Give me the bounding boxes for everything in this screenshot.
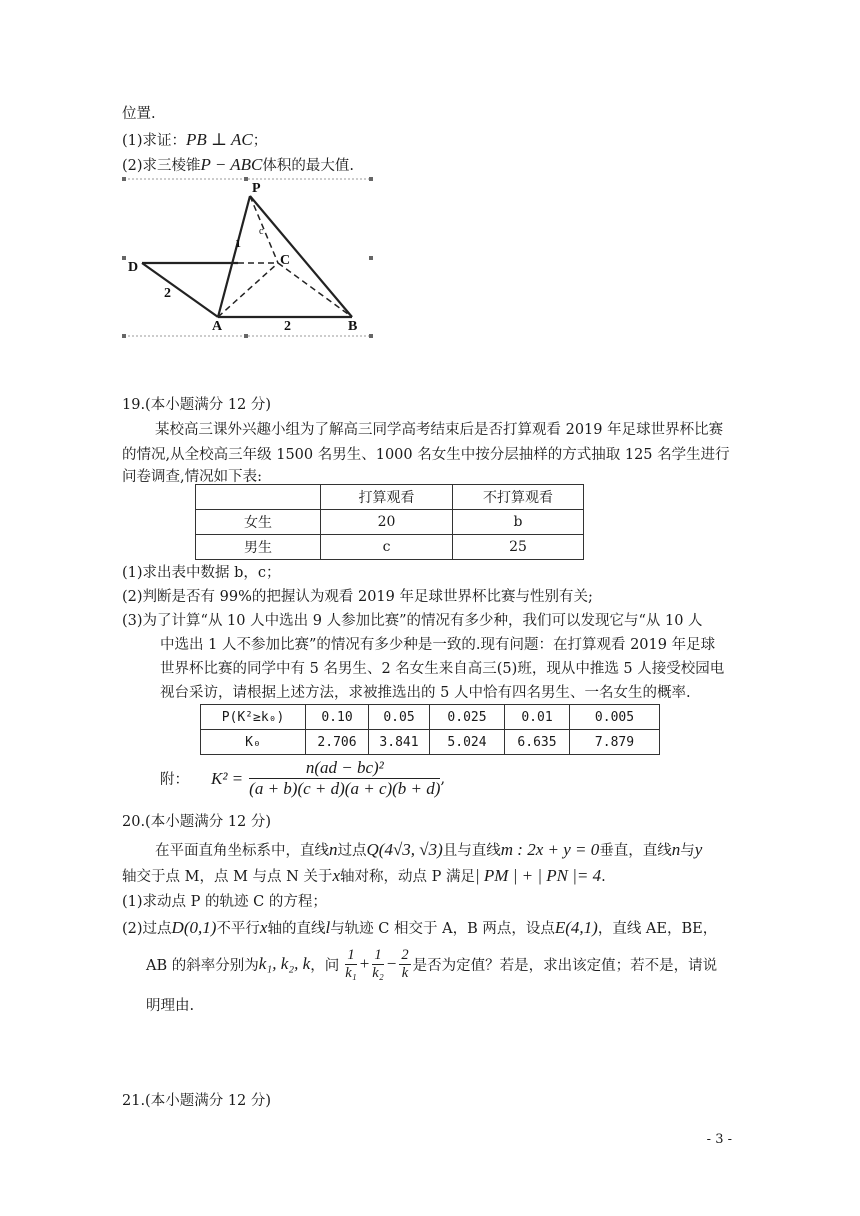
question-part-1: (1)求证：PB ⊥ AC； xyxy=(122,130,268,149)
q19-paragraph: 的情况,从全校高三年级 1500 名男生、1000 名女生中按分层抽样的方式抽取 125 名学生进行 xyxy=(122,447,730,463)
q20-sub-2-cont: AB 的斜率分别为 k₁, k₂, k ，问 $\frac{1}{\text{k₁}}$ + $\frac{1}{\text{k₂}}$ − $\frac{2}{k}$ 是否为定值？若是，求出该定值；若不是，请说 xyxy=(146,946,718,981)
q19-paragraph: 问卷调查,情况如下表: xyxy=(122,469,262,485)
q20-header: 20.(本小题满分 12 分) xyxy=(122,814,272,830)
chi-square-formula: 附： K² = $\frac{\text{n(ad − bc)²}}{(a + b)(c + d)(a + c)(b + d)}$ , xyxy=(160,758,446,798)
q20-paragraph: 在平面直角坐标系中，直线n过点Q(4√3, √3)且与直线m : 2x + y = 0垂直，直线n与y xyxy=(155,840,703,859)
edge-label-pc: c xyxy=(259,226,264,237)
text-line: 位置. xyxy=(122,106,156,122)
q19-sub-3: 世界杯比赛的同学中有 5 名男生、2 名女生来自高三(5)班，现从中推选 5 人接受校园电 xyxy=(160,661,725,677)
page-number: - 3 - xyxy=(706,1132,732,1147)
q19-sub-2: (2)判断是否有 99%的把握认为观看 2019 年足球世界杯比赛与性别有关; xyxy=(122,589,593,605)
q21-header: 21.(本小题满分 12 分) xyxy=(122,1093,272,1109)
table-row: P(K²≥k₀) 0.10 0.05 0.025 0.01 0.005 xyxy=(201,705,660,730)
edge-label-ab: 2 xyxy=(284,319,291,334)
critical-value-table xyxy=(200,704,660,755)
q19-sub-3: 视台采访，请根据上述方法，求被推选出的 5 人中恰有四名男生、一名女生的概率. xyxy=(160,685,691,701)
fraction: $\frac{2}{k}$ xyxy=(401,946,409,981)
pyramid-figure xyxy=(120,174,376,340)
q19-sub-1: (1)求出表中数据 b，c； xyxy=(122,565,281,581)
edge-label-ap: 1 xyxy=(235,236,241,250)
table-row: K₀ 2.706 3.841 5.024 6.635 7.879 xyxy=(201,730,660,755)
table-header-cell: 打算观看 xyxy=(321,485,453,510)
formula-fraction: $\frac{\text{n(ad − bc)²}}{(a + b)(c + d)(a + c)(b + d)}$ xyxy=(249,758,441,798)
vertex-label-b: B xyxy=(348,319,358,334)
vertex-label-c: C xyxy=(280,253,291,268)
question-part-2: (2)求三棱锥P − ABC体积的最大值. xyxy=(122,155,355,174)
q19-sub-3: (3)为了计算“从 10 人中选出 9 人参加比赛”的情况有多少种，我们可以发现它与“从 10 人 xyxy=(122,613,703,629)
q20-sub-2: (2)过点D(0,1)不平行x轴的直线l与轨迹 C 相交于 A，B 两点，设点E(4,1)，直线 AE，BE， xyxy=(122,918,718,937)
table-row: 女生 20 b xyxy=(196,510,584,535)
fraction: $\frac{1}{\text{k₁}}$ xyxy=(345,946,357,981)
table-header-cell xyxy=(196,485,321,510)
fraction: $\frac{1}{\text{k₂}}$ xyxy=(372,946,384,981)
vertex-label-a: A xyxy=(212,319,223,334)
q20-sub-2-end: 明理由. xyxy=(146,998,195,1014)
math-expression: P − ABC xyxy=(200,155,263,174)
q19-header: 19.(本小题满分 12 分) xyxy=(122,397,272,413)
q19-sub-3: 中选出 1 人不参加比赛”的情况有多少种是一致的.现有问题：在打算观看 2019 年足球 xyxy=(160,637,716,653)
table-row: 男生 c 25 xyxy=(196,535,584,560)
edge-label-da: 2 xyxy=(164,286,171,301)
q19-paragraph: 某校高三课外兴趣小组为了解高三同学高考结束后是否打算观看 2019 年足球世界杯比赛 xyxy=(155,422,724,438)
survey-table xyxy=(195,484,584,560)
table-header-cell: 不打算观看 xyxy=(453,485,584,510)
q20-paragraph: 轴交于点 M，点 M 与点 N 关于x轴对称，动点 P 满足| PM | + | PN |= 4. xyxy=(122,866,606,885)
vertex-label-p: P xyxy=(252,181,261,196)
vertex-label-d: D xyxy=(128,260,139,275)
q20-sub-1: (1)求动点 P 的轨迹 C 的方程； xyxy=(122,894,327,910)
math-expression: PB ⊥ AC xyxy=(186,130,253,149)
